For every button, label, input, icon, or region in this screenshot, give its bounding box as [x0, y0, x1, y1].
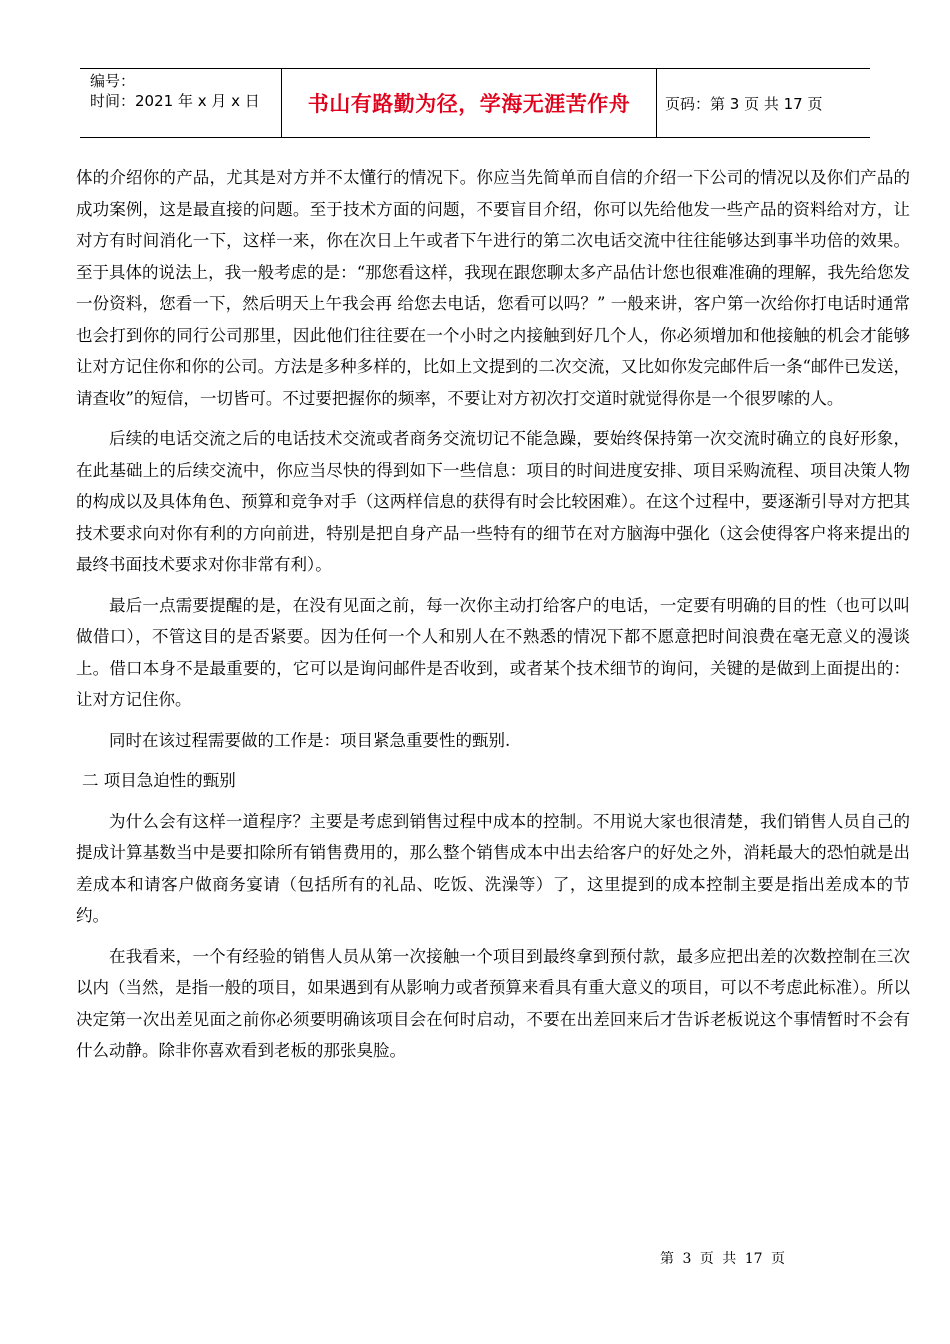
body-paragraph: 体的介绍你的产品，尤其是对方并不太懂行的情况下。你应当先简单而自信的介绍一下公司的情况以及你们产品的成功案例，这是最直接的问题。至于技术方面的问题，不要盲目介绍，你可以先给他发一些产品的资料给对方，让对方有时间消化一下，这样一来，你在次日上午或者下午进行的第二次电话交流中往往能够达到事半功倍的效果。至于具体的说法上，我一般考虑的是：“那您看这样，我现在跟您聊太多产品估计您也很难准确的理解，我先给您发一份资料，您看一下，然后明天上午我会再 给您去电话，您看可以吗？” 一般来讲，客户第一次给你打电话时通常也会打到你的同行公司那里，因此他们往往要在一个小时之内接触到好几个人，你必须增加和他接触的机会才能够让对方记住你和你的公司。方法是多种多样的，比如上文提到的二次交流，又比如你发完邮件后一条“邮件已发送，请查收”的短信，一切皆可。不过要把握你的频率，不要让对方初次打交道时就觉得你是一个很罗嗦的人。: [76, 168, 910, 408]
body-paragraph: 在我看来，一个有经验的销售人员从第一次接触一个项目到最终拿到预付款，最多应把出差的次数控制在三次以内（当然，是指一般的项目，如果遇到有从影响力或者预算来看具有重大意义的项目，可以不考虑此标准）。所以决定第一次出差见面之前你必须要明确该项目会在何时启动，不要在出差回来后才告诉老板说这个事情暂时不会有什么动静。除非你喜欢看到老板的那张臭脸。: [76, 946, 910, 1060]
document-body: [76, 162, 910, 1076]
document-number-label: 编号：: [90, 72, 136, 90]
body-paragraph: 后续的电话交流之后的电话技术交流或者商务交流切记不能急躁，要始终保持第一次交流时确立的良好形象，在此基础上的后续交流中，你应当尽快的得到如下一些信息：项目的时间进度安排、项目采购流程、项目决策人物的构成以及具体角色、预算和竞争对手（这两样信息的获得有时会比较困难）。在这个过程中，要逐渐引导对方把其技术要求向对你有利的方向前进，特别是把自身产品一些特有的细节在对方脑海中强化（这会使得客户将来提出的最终书面技术要求对你非常有利）。: [76, 429, 910, 574]
header-page-info: 页码：第 3 页 共 17 页: [665, 94, 823, 113]
page-footer: 第 3 页 共 17 页: [660, 1251, 785, 1267]
body-paragraph: 最后一点需要提醒的是，在没有见面之前，每一次你主动打给客户的电话，一定要有明确的目的性（也可以叫做借口），不管这目的是否紧要。因为任何一个人和别人在不熟悉的情况下都不愿意把时间浪费在毫无意义的漫谈上。借口本身不是最重要的，它可以是询问邮件是否收到，或者某个技术细节的询问，关键的是做到上面提出的：让对方记住你。: [76, 595, 910, 709]
header-motto: 书山有路勤为径，学海无涯苦作舟: [282, 69, 657, 137]
body-paragraph: 同时在该过程需要做的工作是：项目紧急重要性的甄别.: [109, 730, 511, 750]
document-date: 时间：2021 年 x 月 x 日: [90, 92, 260, 110]
page-header: [80, 68, 870, 138]
header-meta: [80, 69, 282, 137]
section-heading: 二 项目急迫性的甄别: [82, 771, 236, 790]
body-paragraph: 为什么会有这样一道程序？主要是考虑到销售过程中成本的控制。不用说大家也很清楚，我们销售人员自己的提成计算基数当中是要扣除所有销售费用的，那么整个销售成本中出去给客户的好处之外，消耗最大的恐怕就是出差成本和请客户做商务宴请（包括所有的礼品、吃饭、洗澡等）了，这里提到的成本控制主要是指出差成本的节约。: [76, 811, 910, 925]
